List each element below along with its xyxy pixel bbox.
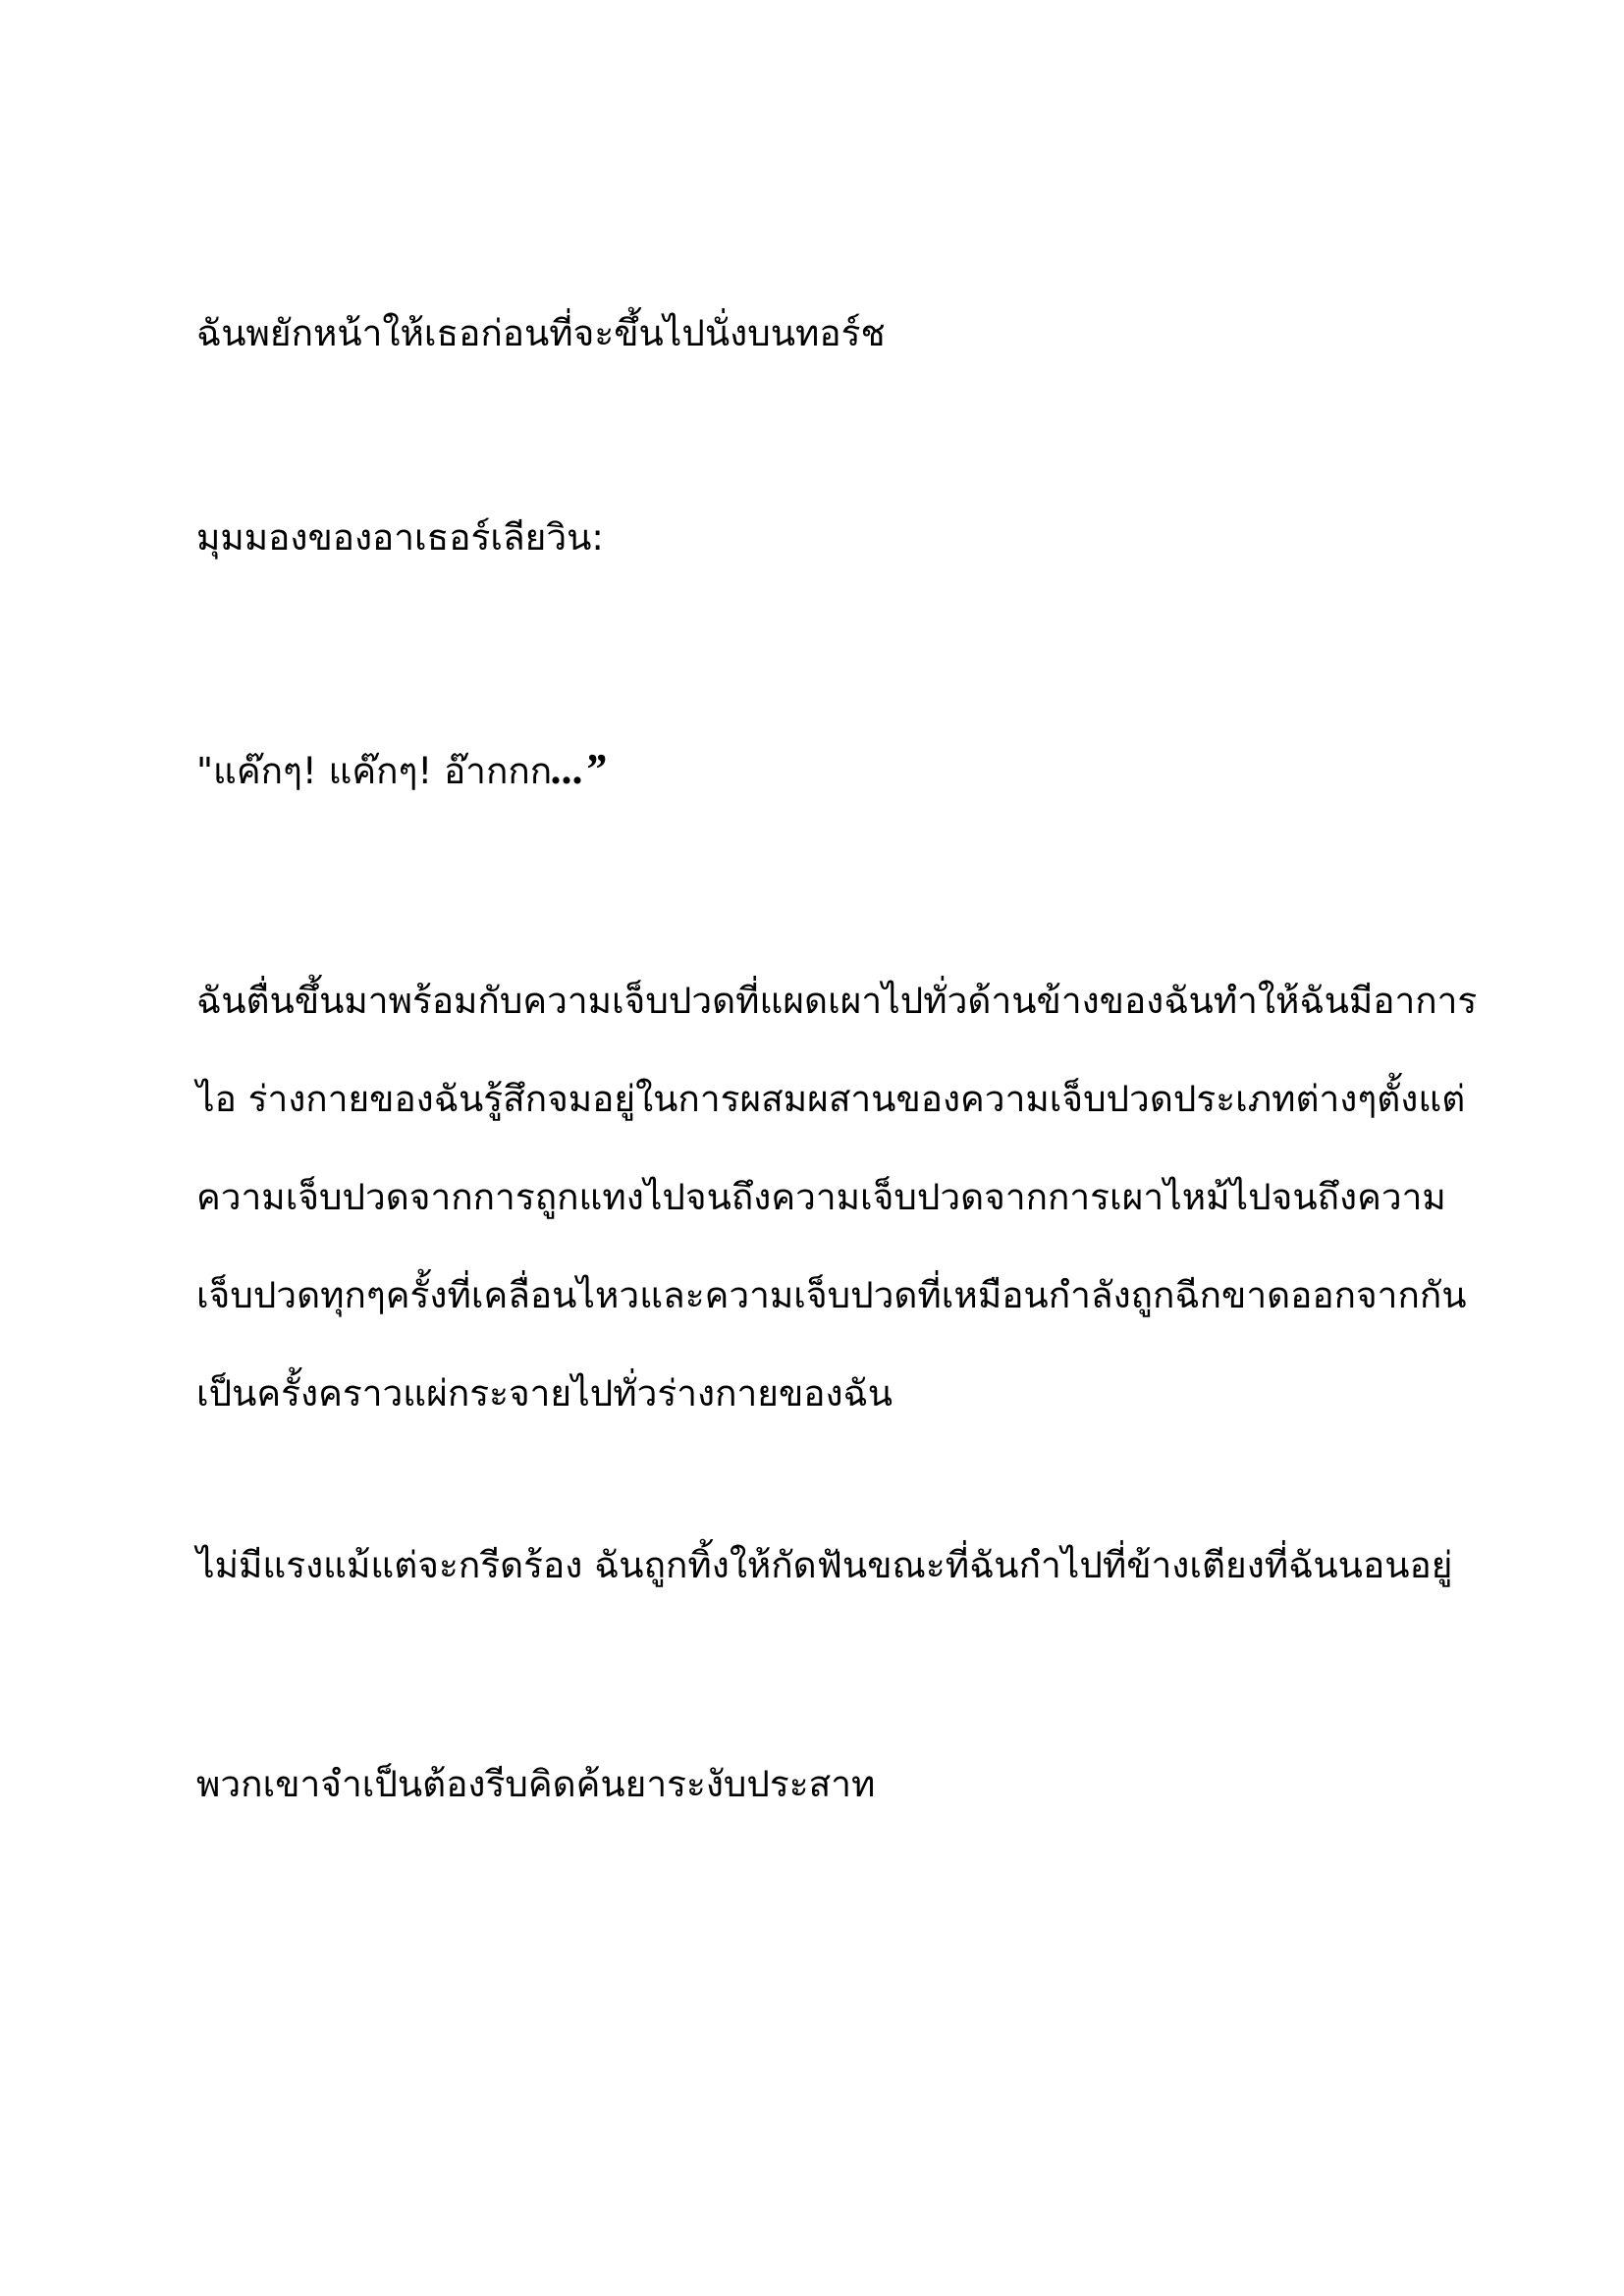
paragraph-pov-heading: มุมมองของอาเธอร์เลียวิน: xyxy=(196,516,604,559)
pain-line-1: ฉันตื่นขึ้นมาพร้อมกับความเจ็บปวดที่แผดเผาไปทั่วด้านข้างของฉันทำให้ฉันมีอาการ xyxy=(196,980,1478,1022)
paragraph-scream: ไม่มีแรงแม้แต่จะกรีดร้อง ฉันถูกทิ้งให้กัดฟันขณะที่ฉันกำไปที่ข้างเตียงที่ฉันนอนอยู่ xyxy=(196,1544,1453,1586)
ellipsis-quote: ...” xyxy=(552,745,607,793)
pain-line-5: เป็นครั้งคราวแผ่กระจายไปทั่วร่างกายของฉัน xyxy=(196,1372,893,1415)
paragraph-sedative: พวกเขาจำเป็นต้องรีบคิดค้นยาระงับประสาท xyxy=(196,1763,876,1805)
pain-line-4: เจ็บปวดทุกๆครั้งที่เคลื่อนไหวและความเจ็บปวดที่เหมือนกำลังถูกฉีกขาดออกจากกัน xyxy=(196,1274,1467,1316)
pain-line-3: ความเจ็บปวดจากการถูกแทงไปจนถึงความเจ็บปวดจากการเผาไหม้ไปจนถึงความ xyxy=(196,1176,1446,1218)
paragraph-cough xyxy=(196,744,1463,796)
paragraph-pain xyxy=(196,952,1478,1443)
paragraph-nod: ฉันพยักหน้าให้เธอก่อนที่จะขึ้นไปนั่งบนทอร์ช xyxy=(196,312,886,354)
pain-line-2: ไอ ร่างกายของฉันรู้สึกจมอยู่ในการผสมผสานของความเจ็บปวดประเภทต่างๆตั้งแต่ xyxy=(196,1078,1466,1120)
cough-text: "แค๊กๆ! แค๊กๆ! อ๊ากกก xyxy=(196,750,553,792)
